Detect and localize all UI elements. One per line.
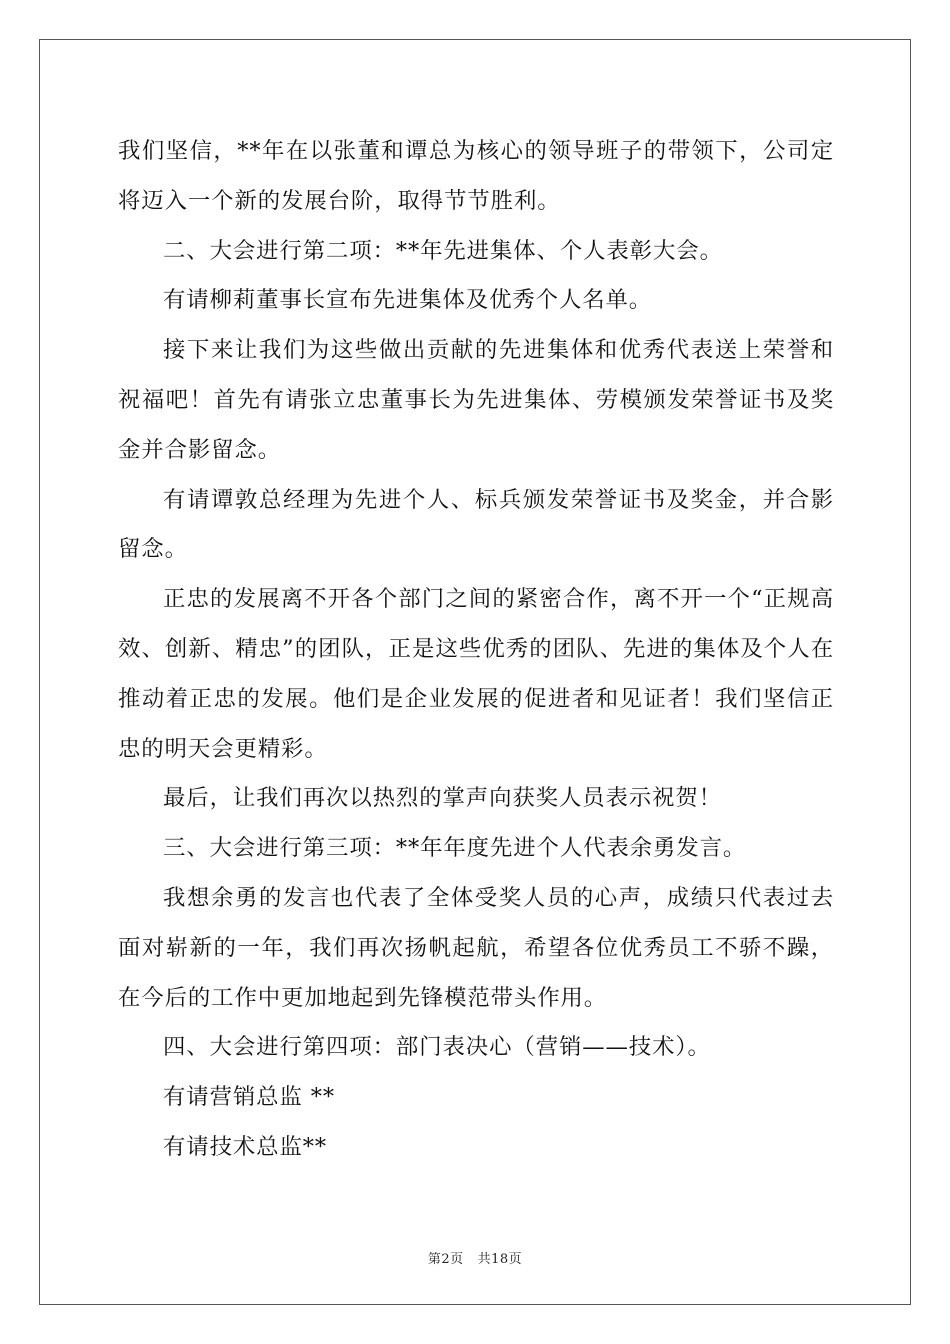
paragraph: 我们坚信，**年在以张董和谭总为核心的领导班子的带领下，公司定将迈入一个新的发展台阶，取得节节胜利。: [118, 138, 834, 214]
paragraph: 四、大会进行第四项：部门表决心（营销——技术）。: [163, 1034, 711, 1061]
paragraph: 正忠的发展离不开各个部门之间的紧密合作，离不开一个“正规高效、创新、精忠”的团队，正是这些优秀的团队、先进的集体及个人在推动着正忠的发展。他们是企业发展的促进者和见证者！我们坚信正忠的明天会更精彩。: [118, 586, 834, 762]
page-footer: [0, 1248, 950, 1267]
paragraph: 有请柳莉董事长宣布先进集体及优秀个人名单。: [163, 287, 653, 314]
paragraph: 有请营销总监 **: [163, 1084, 335, 1111]
paragraph: 我想余勇的发言也代表了全体受奖人员的心声，成绩只代表过去面对崭新的一年，我们再次扬帆起航，希望各位优秀员工不骄不躁，在今后的工作中更加地起到先锋模范带头作用。: [118, 884, 834, 1011]
page-total: 共18页: [477, 1252, 523, 1267]
paragraph: 有请技术总监**: [163, 1133, 327, 1160]
paragraph: 有请谭敦总经理为先进个人、标兵颁发荣誉证书及奖金，并合影留念。: [118, 486, 834, 563]
paragraph: 三、大会进行第三项：**年年度先进个人代表余勇发言。: [163, 835, 747, 862]
paragraph: 最后，让我们再次以热烈的掌声向获奖人员表示祝贺！: [163, 785, 722, 812]
page-number: 第2页: [427, 1252, 464, 1267]
document-body: [118, 127, 834, 1173]
paragraph: 接下来让我们为这些做出贡献的先进集体和优秀代表送上荣誉和祝福吧！首先有请张立忠董事长为先进集体、劳模颁发荣誉证书及奖金并合影留念。: [118, 337, 834, 463]
paragraph: 二、大会进行第二项：**年先进集体、个人表彰大会。: [163, 237, 723, 264]
